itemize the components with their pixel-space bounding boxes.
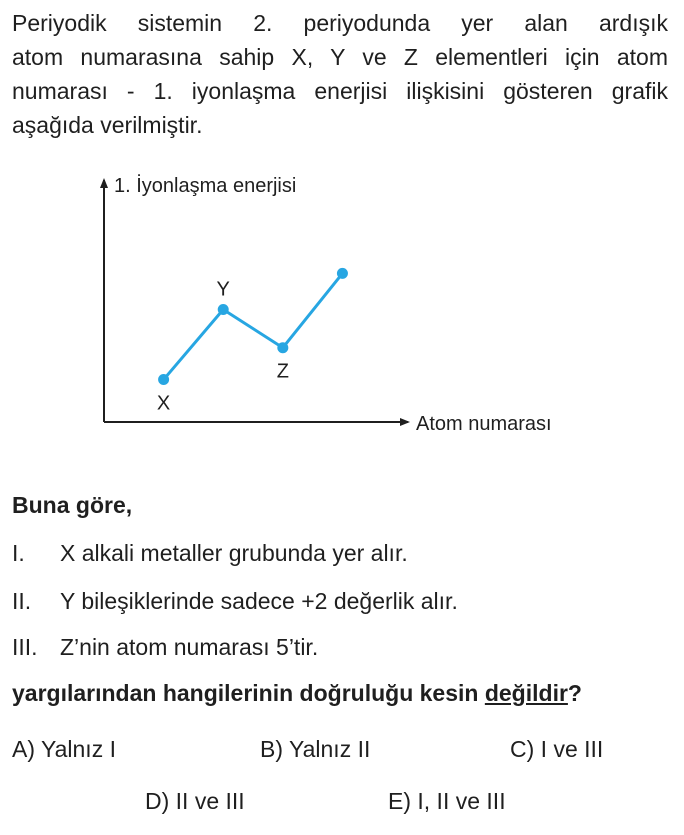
question-emphasis: değildir — [484, 680, 568, 706]
option-e[interactable]: E) I, II ve III — [388, 788, 506, 814]
statement-1-number: I. — [12, 540, 25, 566]
data-point-4 — [337, 268, 348, 279]
intro-line-4: aşağıda verilmiştir. — [12, 112, 203, 138]
x-axis-label: Atom numarası — [416, 413, 552, 435]
statement-1-text: X alkali metaller grubunda yer alır. — [60, 540, 408, 566]
ionization-energy-chart — [0, 160, 684, 450]
intro-line-2: atom numarasına sahip X, Y ve Z elementleri için atom — [12, 44, 668, 70]
statement-2 — [12, 588, 458, 615]
point-label-y: Y — [216, 278, 230, 301]
question-intro — [12, 6, 668, 142]
statement-2-text: Y bileşiklerinde sadece +2 değerlik alır. — [60, 588, 458, 614]
statement-1 — [12, 540, 408, 567]
data-point-z — [277, 342, 288, 353]
lead-text: Buna göre, — [12, 492, 133, 518]
data-point-y — [218, 304, 229, 315]
data-points — [157, 268, 348, 415]
question-prompt — [12, 680, 582, 707]
statement-3-number: III. — [12, 634, 38, 660]
statement-3 — [12, 634, 318, 661]
point-label-z: Z — [276, 360, 289, 383]
statement-3-text: Z’nin atom numarası 5’tir. — [60, 634, 319, 660]
y-axis-label: 1. İyonlaşma enerjisi — [114, 175, 297, 197]
question-mark: ? — [567, 680, 582, 706]
option-c[interactable]: C) I ve III — [510, 736, 604, 762]
data-point-x — [158, 374, 169, 385]
question-text: yargılarından hangilerinin doğruluğu kesin — [12, 680, 485, 706]
intro-line-1: Periyodik sistemin 2. periyodunda yer alan ardışık — [12, 10, 668, 36]
series-line — [164, 273, 343, 379]
point-label-x: X — [156, 392, 171, 415]
option-d[interactable]: D) II ve III — [145, 788, 245, 814]
statement-2-number: II. — [12, 588, 32, 614]
intro-line-3: numarası - 1. iyonlaşma enerjisi ilişkisini gösteren grafik — [12, 78, 668, 104]
option-a[interactable]: A) Yalnız I — [12, 736, 116, 762]
option-b[interactable]: B) Yalnız II — [260, 736, 371, 762]
